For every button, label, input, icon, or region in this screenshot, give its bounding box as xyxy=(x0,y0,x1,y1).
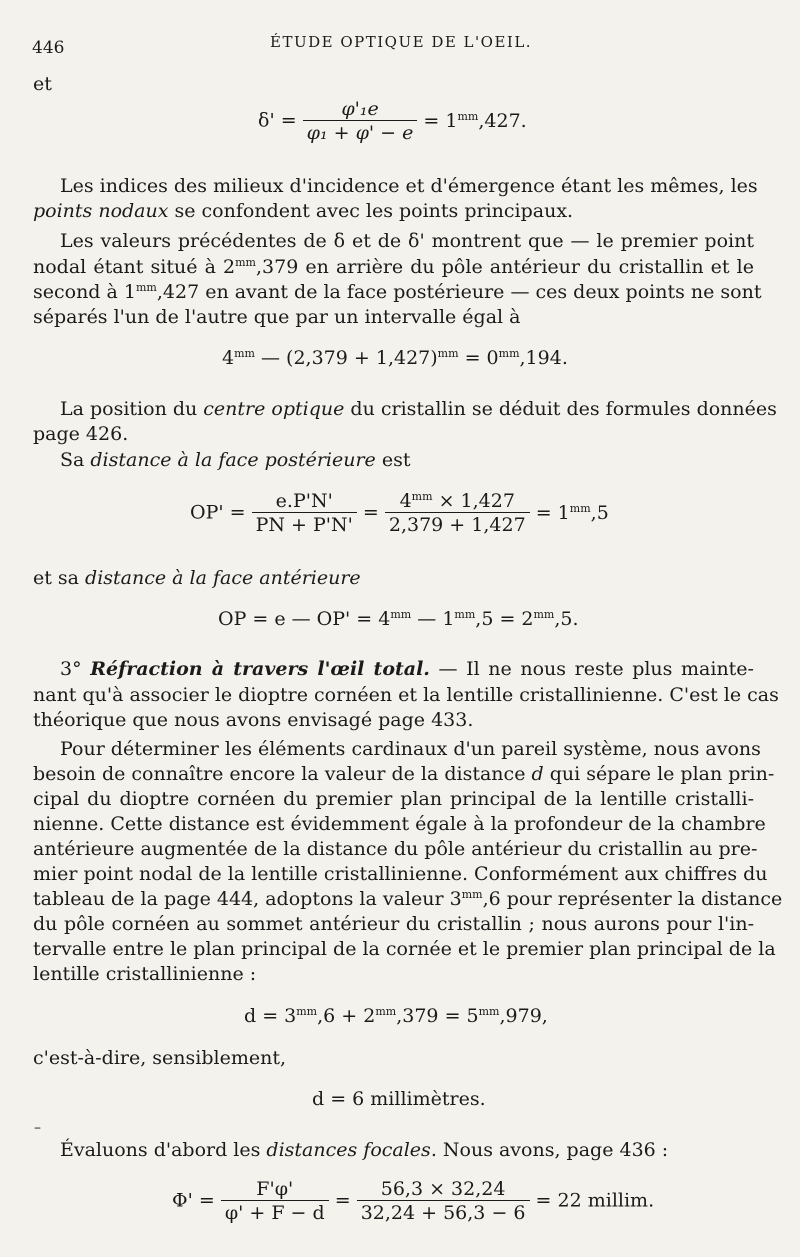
text-et: et xyxy=(33,73,52,95)
eq-op-numerator-1: e.P'N' xyxy=(252,490,357,513)
equation-d-rounded: d = 6 millimètres. xyxy=(312,1088,486,1110)
eq-op-denominator-1: PN + P'N' xyxy=(255,514,353,536)
italic-term: centre optique xyxy=(203,398,345,420)
eq-op-numerator-2: $4^{mm} \times 1,427$ xyxy=(385,490,530,513)
text-run: du cristallin se déduit des formules données xyxy=(344,398,777,420)
equation-separation: $4^{mm}$ — $(2,379 + 1,427)^{mm} = 0^{mm},194$. xyxy=(222,347,568,369)
eq-phi-lhs: Φ' = xyxy=(172,1189,215,1212)
paragraph-line: mier point nodal de la lentille cristallinienne. Conformément aux chiffres du xyxy=(33,863,768,885)
paragraph-line: antérieure augmentée de la distance du pôle antérieur du cristallin au pre- xyxy=(33,838,758,860)
eq-delta-denominator: φ₁ + φ' − e xyxy=(306,122,414,144)
page-number: 446 xyxy=(32,38,65,58)
paragraph-line: second à $1^{mm},427$ en avant de la face postérieure — ces deux points ne sont xyxy=(33,281,762,303)
paragraph-line: nant qu'à associer le dioptre cornéen et la lentille cristallinienne. C'est le cas xyxy=(33,684,779,706)
eq-phi-denominator-2: 32,24 + 56,3 − 6 xyxy=(360,1202,526,1224)
equation-op: OP = e — $OP' = 4^{mm}$ — $1^{mm},5 = 2^{mm},5$. xyxy=(218,608,579,630)
eq-op-fraction-2 xyxy=(385,490,530,537)
text-run: qui sépare le plan prin- xyxy=(543,763,775,785)
eq-phi-fraction-1 xyxy=(221,1178,329,1225)
paragraph-line: nodal étant situé à $2^{mm},379$ en arrière du pôle antérieur du cristallin et le xyxy=(33,256,754,278)
text-run: besoin de connaître encore la valeur de la distance xyxy=(33,763,532,785)
equation-d: $d = 3^{mm},6 + 2^{mm},379 = 5^{mm},979$, xyxy=(244,1005,548,1027)
eq-op-lhs: OP' = xyxy=(190,501,246,524)
paragraph-line: Pour déterminer les éléments cardinaux d'un pareil système, nous avons xyxy=(60,738,761,760)
eq-phi-denominator-1: φ' + F − d xyxy=(224,1202,325,1224)
paragraph-line xyxy=(60,657,754,681)
paragraph-line: cipal du dioptre cornéen du premier plan principal de la lentille cristalli- xyxy=(33,788,754,810)
eq-delta-rhs: = $1^{mm},427$. xyxy=(423,109,527,132)
paragraph-line xyxy=(60,448,410,472)
section-heading: Réfraction à travers l'œil total. xyxy=(90,658,430,680)
eq-op-fraction-1 xyxy=(252,490,357,537)
paragraph-line xyxy=(60,1138,668,1162)
eq-op-rhs: = $1^{mm},5$ xyxy=(535,501,609,524)
eq-delta-numerator: φ'₁e xyxy=(303,98,418,121)
paragraph-line: tervalle entre le plan principal de la cornée et le premier plan principal de la xyxy=(33,938,776,960)
paragraph-line: théorique que nous avons envisagé page 433. xyxy=(33,709,474,731)
paragraph-line: lentille cristallinienne : xyxy=(33,963,257,985)
eq-op-equals: = xyxy=(362,501,379,524)
equation-delta xyxy=(258,98,527,145)
text-run: Évaluons d'abord les xyxy=(60,1139,267,1161)
italic-term: distances focales xyxy=(266,1139,431,1161)
paragraph-line: Les valeurs précédentes de δ et de δ' montrent que — le premier point xyxy=(60,230,754,252)
text-run: . Nous avons, page 436 : xyxy=(430,1139,669,1161)
paragraph-line: Les indices des milieux d'incidence et d'émergence étant les mêmes, les xyxy=(60,175,758,197)
paragraph-line: séparés l'un de l'autre que par un intervalle égal à xyxy=(33,306,521,328)
margin-mark: – xyxy=(34,1120,41,1136)
text-run: La position du xyxy=(60,398,204,420)
eq-phi-rhs: = 22 millim. xyxy=(535,1189,655,1212)
italic-term: d xyxy=(531,763,544,785)
paragraph-line: c'est-à-dire, sensiblement, xyxy=(33,1047,287,1069)
eq-delta-lhs: δ' = xyxy=(258,109,297,132)
italic-term: distance à la face postérieure xyxy=(90,449,376,471)
text-run: se confondent avec les points principaux. xyxy=(168,200,574,222)
running-title: ÉTUDE OPTIQUE DE L'OEIL. xyxy=(270,33,533,51)
text-run: 3° xyxy=(60,658,91,680)
italic-term: distance à la face antérieure xyxy=(85,567,361,589)
eq-op-denominator-2: 2,379 + 1,427 xyxy=(388,514,526,536)
text-run: est xyxy=(375,449,411,471)
equation-phi-prime xyxy=(172,1178,654,1225)
text-run: — Il ne nous reste plus mainte- xyxy=(429,658,754,680)
italic-term: points nodaux xyxy=(33,200,169,222)
paragraph-line xyxy=(60,397,777,421)
paragraph-line: tableau de la page 444, adoptons la valeur $3^{mm},6$ pour représenter la distance xyxy=(33,888,783,910)
paragraph-line xyxy=(33,566,361,590)
eq-phi-fraction-2 xyxy=(357,1178,530,1225)
paragraph-line xyxy=(33,199,573,223)
eq-phi-numerator-2: 56,3 × 32,24 xyxy=(357,1178,530,1201)
equation-op-prime xyxy=(190,490,609,537)
eq-phi-numerator-1: F'φ' xyxy=(221,1178,329,1201)
paragraph-line: page 426. xyxy=(33,423,129,445)
eq-phi-equals: = xyxy=(334,1189,351,1212)
text-run: Sa xyxy=(60,449,91,471)
paragraph-line: nienne. Cette distance est évidemment égale à la profondeur de la chambre xyxy=(33,813,766,835)
text-run: et sa xyxy=(33,567,86,589)
paragraph-line xyxy=(33,762,775,786)
eq-delta-fraction xyxy=(303,98,418,145)
paragraph-line: du pôle cornéen au sommet antérieur du cristallin ; nous aurons pour l'in- xyxy=(33,913,754,935)
